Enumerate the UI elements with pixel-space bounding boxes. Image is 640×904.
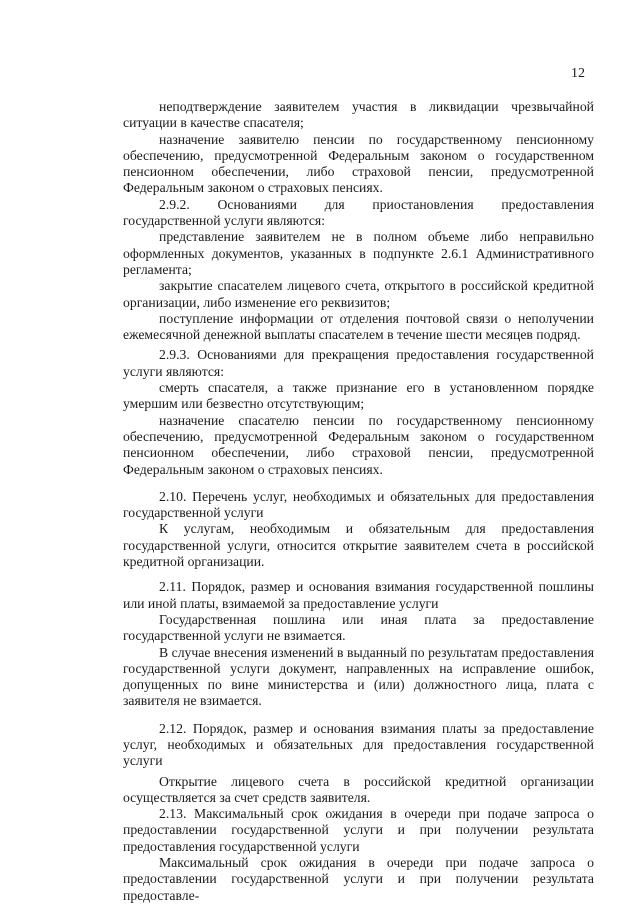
paragraph: Максимальный срок ожидания в очереди при подаче запроса о предоставлении государственной услуги и при получении результата предоставле-	[123, 855, 594, 903]
section-heading-2-11: 2.11. Порядок, размер и основания взимания государственной пошлины или иной платы, взимаемой за предоставление услуги	[123, 579, 594, 611]
paragraph: В случае внесения изменений в выданный по результатам предоставления государственной услуги документ, направленных на исправление ошибок, допущенных по вине министерства и (или) должностного лица, плата с заявителя не взимается.	[123, 644, 594, 709]
paragraph: неподтверждение заявителем участия в ликвидации чрезвычайной ситуации в качестве спасателя;	[123, 99, 594, 131]
paragraph: Государственная пошлина или иная плата за предоставление государственной услуги не взимается.	[123, 611, 594, 644]
paragraph: представление заявителем не в полном объеме либо неправильно оформленных документов, указанных в подпункте 2.6.1 Административного регламента;	[123, 229, 594, 277]
paragraph: закрытие спасателем лицевого счета, открытого в российской кредитной организации, либо изменение его реквизитов;	[123, 278, 594, 310]
section-heading-2-13: 2.13. Максимальный срок ожидания в очереди при подаче запроса о предоставлении государственной услуги и при получении результата предоставления государственной услуги	[123, 806, 594, 854]
paragraph: назначение спасателю пенсии по государственному пенсионному обеспечению, предусмотренной Федеральным законом о государственном пенсионном обеспечении, либо страховой пенсии, предусмотренной Федеральным законом о страховых пенсиях.	[123, 412, 594, 477]
section-heading-2-12: 2.12. Порядок, размер и основания взимания платы за предоставление услуг, необходимых и обязательных для предоставления государственной услуги	[123, 720, 594, 769]
paragraph: К услугам, необходимым и обязательным для предоставления государственной услуги, относится открытие заявителем счета в российской кредитной организации.	[123, 521, 594, 570]
section-heading-2-10: 2.10. Перечень услуг, необходимых и обязательных для предоставления государственной услуги	[123, 488, 594, 521]
paragraph: поступление информации от отделения почтовой связи о неполучении ежемесячной денежной выплаты спасателем в течение шести месяцев подряд.	[123, 310, 594, 343]
paragraph: смерть спасателя, а также признание его в установленном порядке умершим или безвестно отсутствующим;	[123, 380, 594, 412]
document-body	[123, 99, 594, 904]
page-number: 12	[571, 66, 585, 81]
section-2-9-2: 2.9.2. Основаниями для приостановления предоставления государственной услуги являются:	[123, 196, 594, 229]
paragraph: Открытие лицевого счета в российской кредитной организации осуществляется за счет средств заявителя.	[123, 773, 594, 805]
paragraph: назначение заявителю пенсии по государственному пенсионному обеспечению, предусмотренной Федеральным законом о государственном пенсионном обеспечении, либо страховой пенсии, предусмотренной Федеральным законом о страховых пенсиях.	[123, 131, 594, 196]
section-2-9-3: 2.9.3. Основаниями для прекращения предоставления государственной услуги являются:	[123, 347, 594, 379]
